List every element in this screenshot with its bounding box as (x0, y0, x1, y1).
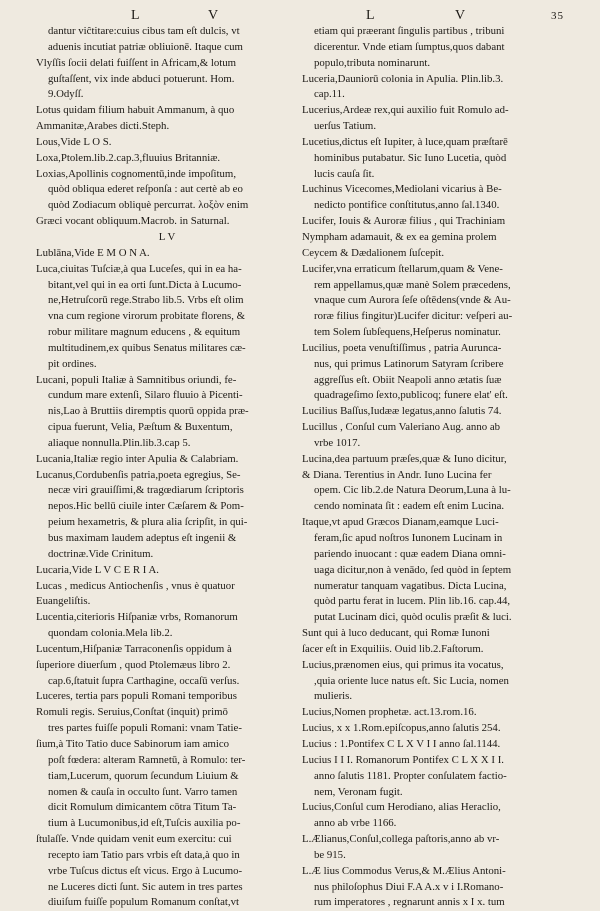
text-line: cap.6,ſtatuit ſupra Carthagine, occaſū verſus. (48, 674, 240, 687)
text-line: bus maximam laudem adeptus eſt ingenii & (48, 532, 237, 544)
text-line: Lucani, populi Italiæ à Samnitibus oriundi, fe- (36, 373, 237, 386)
text-line: roræ filius fingitur)Lucifer dicitur: veſperi au- (314, 310, 513, 323)
text-line: doctrinæ.Vide Crinitum. (48, 547, 154, 560)
text-line: numeratur tanquam vagatibus. Dicta Lucina, (314, 579, 507, 592)
text-line: nedicto pontifice conſtitutus,anno ſal.1340. (314, 199, 500, 212)
text-line: Lucillus , Conſul cum Valeriano Aug. anno ab (302, 421, 501, 434)
text-line: Sunt qui à luco deducant, qui Romæ Iunoni (302, 627, 490, 640)
text-line: tres partes fuiſſe populi Romani: vnam Tatie- (48, 722, 242, 735)
text-line: Luceres, tertia pars populi Romani temporibus (36, 690, 237, 703)
text-line: Lucania,Italiæ regio inter Apulia & Calabriam. (36, 452, 239, 465)
text-line: nis,Lao à Bruttiis diremptis quorū oppida præ- (48, 405, 249, 418)
text-line: aliaque nonnulla.Plin.lib.3.cap 5. (48, 436, 191, 449)
text-line: Lucius,prænomen eius, qui primus ita vocatus, (302, 658, 504, 671)
text-line: rum imperatores , regnarunt annis x I x. tum (314, 896, 505, 909)
text-line: nem, Veronam fugit. (314, 785, 403, 798)
text-line: Lucina,dea partuum præſes,quæ & Iuno dicitur, (302, 452, 507, 465)
text-line: bitant,vel qui in ea orti ſunt.Dicta à Lucumo- (48, 278, 242, 291)
text-line: nus philoſophus Diui F.A A.x v i I.Romano- (314, 880, 504, 893)
text-line: be 915. (314, 848, 346, 861)
text-line: Luchinus Vicecomes,Mediolani vicarius à Be- (302, 183, 502, 196)
text-line: Ammanitæ,Arabes dicti.Steph. (36, 120, 170, 133)
text-line: Lous,Vide L O S. (36, 135, 112, 148)
text-line: tium à Lucumonibus,id eſt,Tuſcis auxilia po- (48, 817, 241, 830)
text-line: L.Æ lius Commodus Verus,& M.Ælius Antoni- (302, 864, 506, 877)
text-line: cundum mare extenſi, Silaro fluuio à Picenti- (48, 389, 243, 402)
text-line: Lucentia,citerioris Hiſpaniæ vrbs, Romanorum (36, 611, 238, 624)
text-line: Loxa,Ptolem.lib.2.cap.3,fluuius Britanniæ. (36, 151, 221, 164)
text-line: Lucifer,vna erraticum ſtellarum,quam & Vene- (302, 262, 503, 275)
text-line: anno ſalutis 1181. Propter conſulatem factio- (314, 769, 507, 782)
header-right-l: L (366, 8, 376, 23)
text-line: vnaque cum Aurora ſeſe oſtēdens(vnde & Au- (314, 294, 511, 307)
text-line: ſtulaſſe. Vnde quidam venit eum exercitu: cui (36, 833, 232, 846)
text-line: anno ab vrbe 1166. (314, 817, 397, 830)
text-line: Nympham adamauit, & ex ea gemina prolem (302, 230, 497, 243)
text-line: peium hexametris, & plura alia ſcripſit, in qui- (48, 516, 248, 529)
text-line: Itaque,vt apud Græcos Dianam,eamque Luci- (302, 516, 499, 529)
text-line: Ceycem & Dædalionem ſuſcepit. (302, 246, 445, 259)
text-line: quadrageſimo ſexto,publicoq; funere elat' eſt. (314, 389, 508, 402)
text-line: ſuperiore diuerſum , quod Ptolemæus libro 2. (36, 658, 231, 671)
text-line: Lucilius, poeta venuſtiſſimus , patria Aurunca- (302, 341, 502, 354)
text-line: lucis cauſa ſit. (314, 167, 375, 180)
text-line: ,quia oriente luce natus eſt. Sic Lucia, nomen (314, 674, 509, 687)
text-line: Vlyſſis ſocii delati fuiſſent in Africam,& lotum (36, 56, 237, 69)
text-line: diuiſum fuiſſe populum Romanum conſtat,vt (48, 896, 240, 909)
text-line: L V (158, 230, 176, 243)
text-line: Euangeliſtis. (36, 595, 91, 608)
text-line: cap.11. (314, 88, 345, 101)
text-line: 9.Odyſſ. (48, 88, 84, 101)
text-line: Lucentum,Hiſpaniæ Tarraconenſis oppidum à (36, 642, 232, 655)
text-line: Loxias,Apollinis cognomentū,inde impoſitum, (36, 167, 237, 180)
left-column (36, 24, 298, 911)
text-line: aggreſſus eſt. Obiit Neapoli anno ætatis ſuæ (314, 373, 502, 386)
text-line: guſtaſſent, vix inde abduci potuerunt. Hom. (48, 72, 235, 85)
text-line: L.Ælianus,Conſul,collega paſtoris,anno ab vr- (302, 833, 500, 846)
text-line: putat Lucinam dici, quòd oculis præſit & luci. (314, 611, 512, 624)
text-line: rem appellamus,quæ manè Solem præcedens, (314, 278, 511, 291)
text-line: Romuli regis. Seruius,Conſtat (inquit) primō (36, 706, 228, 719)
text-line: uaga dicitur,non à venādo, ſed quòd in ſeptem (314, 563, 512, 576)
text-line: robur militare magnum educens , & equitum (48, 326, 241, 339)
text-line: opem. Cic lib.2.de Natura Deorum,Luna à lu- (314, 484, 511, 497)
text-line: Lucas , medicus Antiochenſis , vnus è quatuor (36, 579, 235, 592)
text-line: ſium,à Tito Tatio duce Sabinorum iam amico (36, 737, 230, 750)
text-line: & Diana. Terentius in Andr. Iuno Lucina fer (302, 468, 492, 481)
text-line: aduenis incutiat patriæ obliuionē. Itaque cum (48, 40, 243, 53)
text-line: recepto iam Tatio pars vrbis eſt data,à quo in (48, 848, 240, 861)
text-line: necæ viri grauiſſimi,& tragœdiarum ſcriptoris (48, 484, 244, 497)
text-line: hominibus putabatur. Sic Iuno Lucetia, quòd (314, 151, 507, 164)
text-line: Lotus quidam filium habuit Ammanum, à quo (36, 104, 235, 117)
text-line: dantur viĉtitare:cuius cibus tam eſt dulcis, vt (48, 25, 240, 37)
text-line: vrbe Tuſcus dictus eſt vicus. Ergo à Lucumo- (48, 864, 243, 877)
text-line: Lucilius Baſſus,Iudææ legatus,anno ſalutis 74. (302, 405, 502, 418)
text-line: Lublāna,Vide E M O N A. (36, 246, 150, 259)
text-line: quondam colonia.Mela lib.2. (48, 627, 173, 640)
text-line: cipua fuerunt, Velia, Pæſtum & Buxentum, (48, 421, 233, 434)
text-line: etiam qui præerant ſingulis partibus , tribuni (314, 25, 505, 37)
text-line: Lucius,Conſul cum Herodiano, alias Heraclio, (302, 801, 501, 814)
text-line: poſt fœdera: alteram Ramnetū, à Romulo: ter- (48, 753, 246, 766)
text-line: ſacer eſt in Exquiliis. Ouid lib.2.Faſtorum. (302, 642, 484, 655)
text-line: tiam,Lucerum, quorum ſecundum Liuium & (48, 769, 239, 782)
text-line: quòd Zodiacum obliquè percurrat. λοξὸν enim (48, 199, 249, 212)
text-line: pit ordines. (48, 357, 97, 370)
text-line: uerſus Tatium. (314, 120, 377, 133)
text-line: nepos.Hic bellū ciuile inter Cæſarem & Pom- (48, 500, 244, 513)
text-line: vrbe 1017. (314, 436, 361, 449)
text-line: nomen & cauſa in occulto ſunt. Varro tamen (48, 785, 238, 798)
folio-number: 35 (551, 10, 564, 22)
text-line: cendo nominata ſit : eadem eſt enim Lucina. (314, 500, 505, 513)
text-line: populo,tributa nominarunt. (314, 56, 431, 69)
text-line: mulieris. (314, 690, 353, 703)
text-line: vna cum regione virorum probitate florens, & (48, 310, 245, 323)
text-line: tem Solem ſubſequens,Heſperus nominatur. (314, 326, 501, 339)
text-line: Lucius : 1.Pontifex C L X V I I anno ſal.1144. (302, 737, 501, 750)
text-line: Lucaria,Vide L V C E R I A. (36, 563, 159, 576)
text-line: Luceria,Dauniorū colonia in Apulia. Plin.lib.3. (302, 72, 504, 85)
header-left-v: V (208, 8, 220, 23)
text-line: Luca,ciuitas Tuſciæ,à qua Luceſes, qui in ea ha- (36, 262, 242, 275)
text-line: Lucius I I I. Romanorum Pontifex C L X X I I. (302, 753, 505, 766)
text-line: Græci vocant obliquum.Macrob. in Saturnal. (36, 215, 230, 228)
text-line: Lucetius,dictus eſt Iupiter, à luce,quam præſtarē (302, 135, 508, 148)
text-line: dicit Romulum dimicantem cōtra Titum Ta- (48, 801, 237, 814)
text-line: Lucanus,Cordubenſis patria,poeta egregius, Se- (36, 468, 241, 481)
text-line: quòd partu ferat in lucem. Plin lib.16. cap.44, (314, 595, 511, 608)
header-right-v: V (455, 8, 467, 23)
text-line: Lucerius,Ardeæ rex,qui auxilio fuit Romulo ad- (302, 104, 509, 117)
text-line: quòd obliqua ederet reſponſa : aut certè ab eo (48, 183, 243, 196)
text-line: dicerentur. Vnde etiam ſumptus,quos dabant (314, 40, 505, 53)
right-column (302, 24, 568, 911)
text-line: multitudinem,ex quibus Senatus militares cæ- (48, 341, 246, 354)
text-line: ne Luceres dicti ſunt. Sic autem in tres partes (48, 880, 243, 893)
text-line: feram,ſic apud noſtros Iunonem Lucinam in (314, 532, 503, 544)
text-line: ne,Hetruſcorū rege.Strabo lib.5. Vrbs eſt olim (48, 294, 244, 307)
text-line: nus, qui primus Latinorum Satyram ſcribere (314, 357, 504, 370)
header-left-l: L (131, 8, 141, 23)
text-line: Lucifer, Iouis & Auroræ filius , qui Trachiniam (302, 215, 506, 228)
text-line: pariendo inuocant : quæ eadem Diana omni- (314, 547, 506, 560)
text-line: Lucius, x x 1.Rom.epiſcopus,anno ſalutis 254. (302, 722, 501, 735)
text-line: Lucius,Nomen prophetæ. act.13.rom.16. (302, 706, 477, 719)
